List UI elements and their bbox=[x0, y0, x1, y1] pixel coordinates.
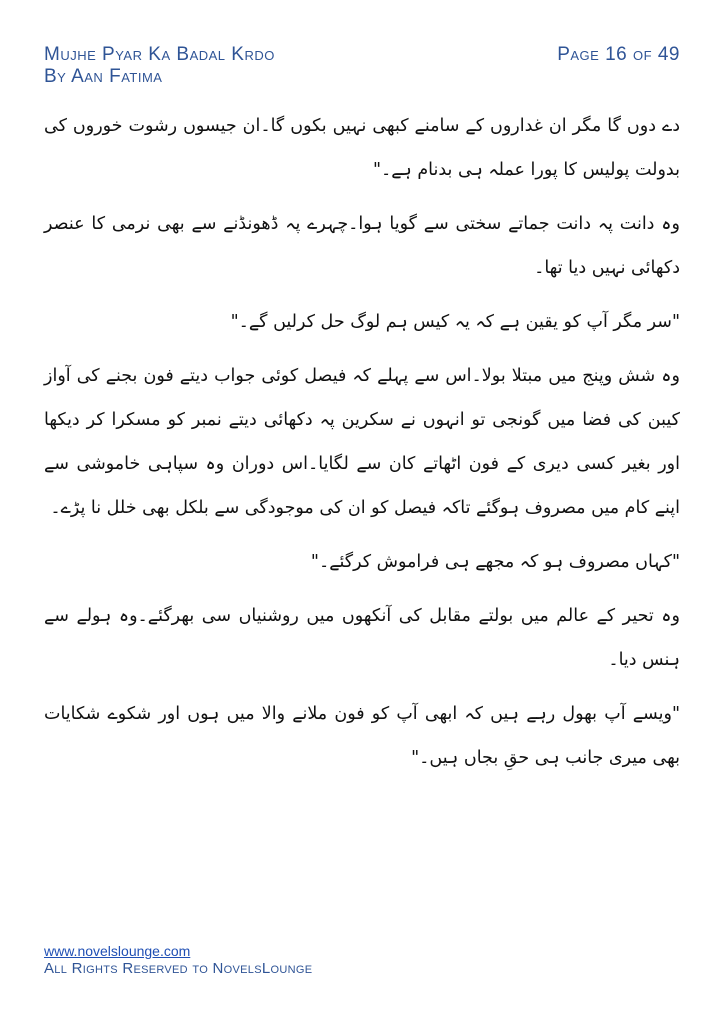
page-footer bbox=[44, 942, 312, 978]
paragraph: وہ دانت پہ دانت جماتے سختی سے گویا ہوا۔چہرے پہ ڈھونڈنے سے بھی نرمی کا عنصر دکھائی نہیں دیا تھا۔ bbox=[44, 214, 680, 278]
website-link[interactable]: www.novelslounge.com bbox=[44, 943, 191, 959]
book-title: Mujhe Pyar Ka Badal Krdo bbox=[44, 44, 275, 65]
paragraph: وہ تحیر کے عالم میں بولتے مقابل کی آنکھوں میں روشنیاں سی بھرگئے۔وہ ہولے سے ہنس دیا۔ bbox=[44, 606, 680, 670]
paragraph: وہ شش وپنج میں مبتلا بولا۔اس سے پہلے کہ فیصل کوئی جواب دیتے فون بجنے کی آواز کیبن کی فضا میں گونجی تو انہوں نے سکرین پہ دکھائی دیتے نمبر کو مسکرا کر دیکھا اور بغیر کسی دیری کے فون اٹھاتے کان سے لگایا۔اس دوران وہ سپاہی خاموشی سے اپنے کام میں مصروف ہوگئے تاکہ فیصل کو ان کی موجودگی سے بلکل بھی خلل نا پڑے۔ bbox=[44, 366, 680, 518]
author-line: By Aan Fatima bbox=[44, 66, 163, 87]
paragraph: "کہاں مصروف ہو کہ مجھے ہی فراموش کرگئے۔" bbox=[310, 552, 680, 572]
copyright-notice: All Rights Reserved to NovelsLounge bbox=[44, 960, 313, 977]
page-header-left bbox=[44, 44, 275, 88]
story-body bbox=[44, 104, 680, 790]
paragraph: دے دوں گا مگر ان غداروں کے سامنے کبھی نہیں بکوں گا۔ان جیسوں رشوت خوروں کی بدولت پولیس کا پورا عملہ ہی بدنام ہے۔" bbox=[44, 116, 680, 180]
paragraph: "ویسے آپ بھول رہے ہیں کہ ابھی آپ کو فون ملانے والا میں ہوں اور شکوے شکایات بھی میری جانب ہی حقِ بجاں ہیں۔" bbox=[44, 704, 680, 768]
page-number: Page 16 of 49 bbox=[557, 44, 680, 65]
paragraph: "سر مگر آپ کو یقین ہے کہ یہ کیس ہم لوگ حل کرلیں گے۔" bbox=[230, 312, 680, 332]
